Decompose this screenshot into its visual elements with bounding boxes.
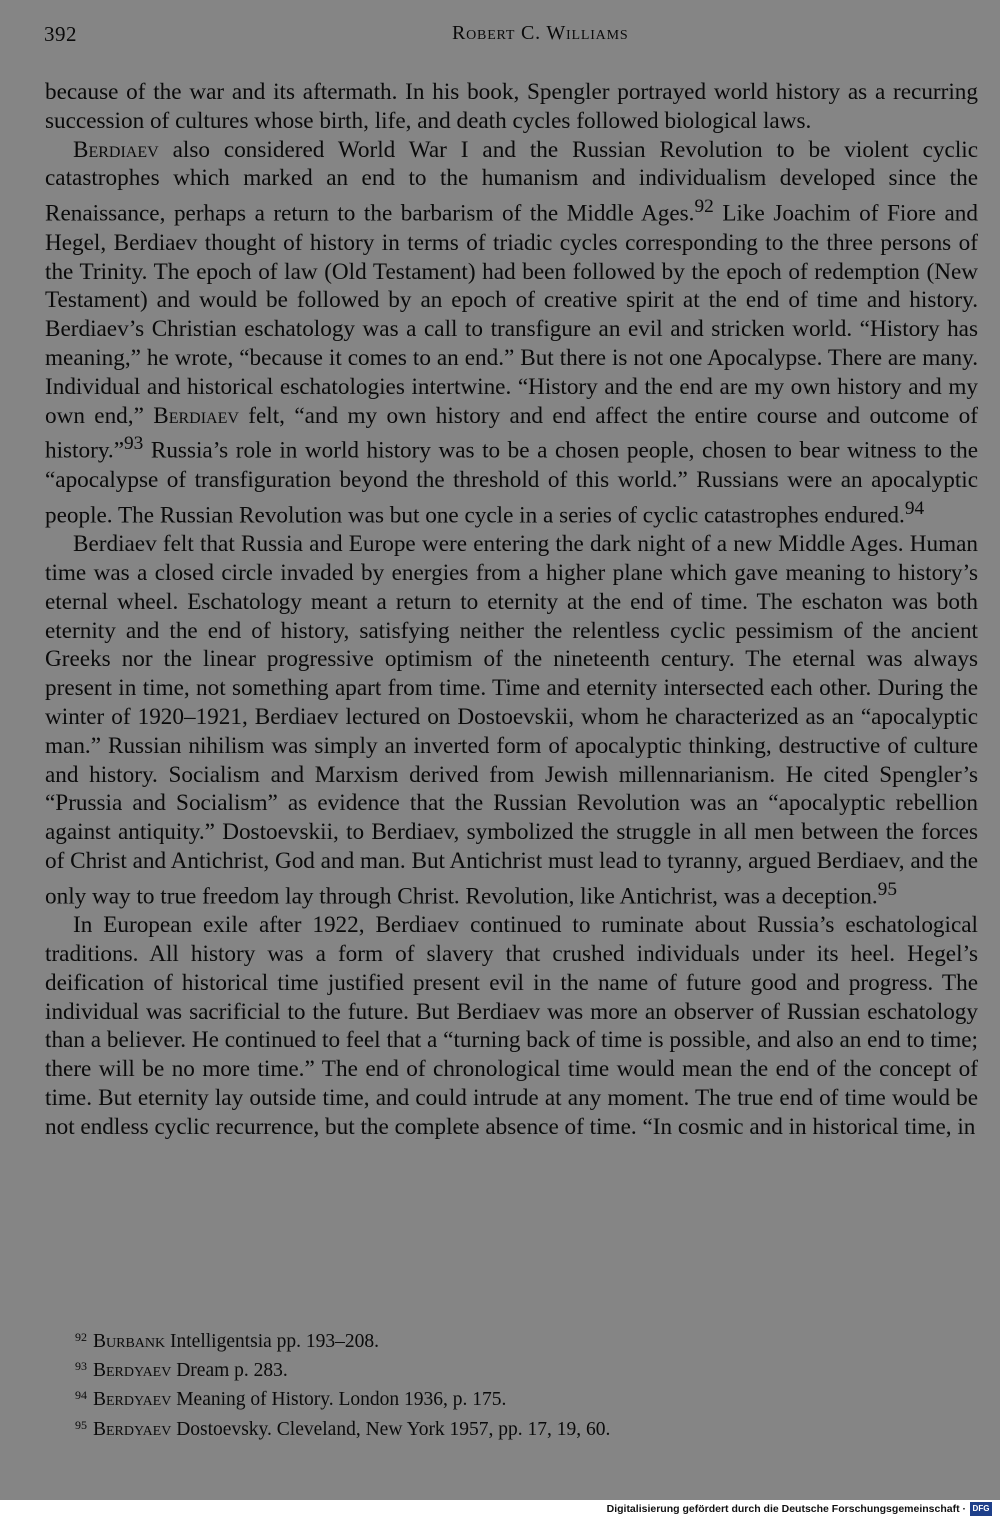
footnote-author: Berdyaev: [93, 1360, 172, 1382]
paragraph-2: Berdiaev also considered World War I and the Russian Revolution to be violent cyclic catastrophes which marked an end to the humanism and individualism developed since the Renaissance, perhaps a return to the barbarism of the Middle Ages.$^{92}$ Like Joachim of Fiore and Hegel, Berdiaev thought of history in terms of triadic cycles corresponding to the three persons of the Trinity. The epoch of law (Old Testament) had been followed by the epoch of redemption (New Testament) and would be followed by an epoch of creative spirit at the end of time and history. Berdiaev’s Christian eschatology was a call to transfigure an evil and stricken world. “History has meaning,” he wrote, “because it comes to an end.” But there is not one Apocalypse. There are many. Individual and historical eschatologies intertwine. “History and the end are my own history and my own end,” Berdiaev felt, “and my own history and end affect the entire course and outcome of history.”$^{93}$ Russia’s role in world history was to be a chosen people, chosen to bear witness to the “apocalypse of transfiguration beyond the threshold of this world.” Russians were an apocalyptic people. The Russian Revolution was but one cycle in a series of cyclic catastrophes endured.$^{94}$: [45, 136, 978, 529]
author-name: Berdiaev: [73, 136, 159, 163]
footnote-text: Meaning of History. London 1936, p. 175.: [171, 1389, 507, 1411]
paragraph-4: In European exile after 1922, Berdiaev continued to ruminate about Russia’s eschatological traditions. All history was a form of slavery that crushed individuals under its heel. Hegel’s deification of historical time justified present evil in the name of future good and progress. The individual was sacrificial to the future. But Berdiaev was more an observer of Russian eschatology than a believer. He continued to feel that a “turning back of time is possible, and also an end to time; there will be no more time.” The end of chronological time would mean the end of the concept of time. But eternity lay outside time, and could intrude at any moment. The true end of time would be not endless cyclic recurrence, but the complete absence of time. “In cosmic and in historical time, in: [45, 912, 978, 1140]
footnote-ref-92[interactable]: 92: [694, 196, 714, 218]
running-head: Robert C. Williams: [452, 22, 629, 44]
footnote-ref-95[interactable]: 95: [877, 878, 897, 900]
footnote-text: Intelligentsia pp. 193–208.: [165, 1331, 380, 1352]
page-number: 392: [44, 22, 77, 46]
footnote-ref-94[interactable]: 94: [904, 497, 925, 519]
footnote: [75, 1413, 955, 1442]
author-name: Berdiaev: [153, 402, 239, 429]
footnote-text: Dostoevsky. Cleveland, New York 1957, pp. 17, 19, 60.: [171, 1418, 611, 1440]
page-header: [44, 22, 976, 52]
funding-note: Digitalisierung gefördert durch die Deutsche Forschungsgemeinschaft ·: [606, 1503, 966, 1515]
footnote-text: Dream p. 283.: [171, 1360, 288, 1382]
footnote-author: Berdyaev: [93, 1418, 172, 1440]
footnote-author: Burbank: [93, 1331, 166, 1352]
footnote-number: 94: [75, 1388, 87, 1403]
footnote: [75, 1383, 955, 1412]
footnotes: [75, 1325, 955, 1442]
footnote-number: 92: [75, 1330, 87, 1344]
footnote-number: 95: [75, 1417, 87, 1432]
dfg-logo-icon: DFG: [970, 1502, 992, 1516]
footnote: [75, 1354, 955, 1383]
body-text: [45, 78, 978, 1142]
footnote-author: Berdyaev: [93, 1389, 172, 1411]
footnote-number: 93: [75, 1359, 87, 1374]
paragraph-1: because of the war and its aftermath. In his book, Spengler portrayed world history as a recurring succession of cultures whose birth, life, and death cycles followed biological laws.: [45, 79, 978, 134]
footnote: [75, 1325, 955, 1354]
footnote-ref-93[interactable]: 93: [124, 433, 144, 455]
paragraph-3: Berdiaev felt that Russia and Europe were entering the dark night of a new Middle Ages. Human time was a closed circle invaded by energies from a higher plane which gave meaning to history’s eternal wheel. Eschatology meant a return to eternity at the end of time. The eschaton was both eternity and the end of history, satisfying neither the relentless cyclic pessimism of the ancient Greeks nor the linear progressive optimism of the nineteenth century. The eternal was always present in time, not something apart from time. Time and eternity intersected each other. During the winter of 1920–1921, Berdiaev lectured on Dostoevskii, whom he characterized as an “apocalyptic man.” Russian nihilism was simply an inverted form of apocalyptic thinking, destructive of culture and history. Socialism and Marxism derived from Jewish millennarianism. He cited Spengler’s “Prussia and Socialism” as evidence that the Russian Revolution was an “apocalyptic rebellion against antiquity.” Dostoevskii, to Berdiaev, symbolized the struggle in all men between the forces of Christ and Antichrist, God and man. But Antichrist must lead to tyranny, argued Berdiaev, and the only way to true freedom lay through Christ. Revolution, like Antichrist, was a deception.$^{95}$: [45, 531, 978, 910]
digitization-bar: [0, 1500, 1000, 1520]
